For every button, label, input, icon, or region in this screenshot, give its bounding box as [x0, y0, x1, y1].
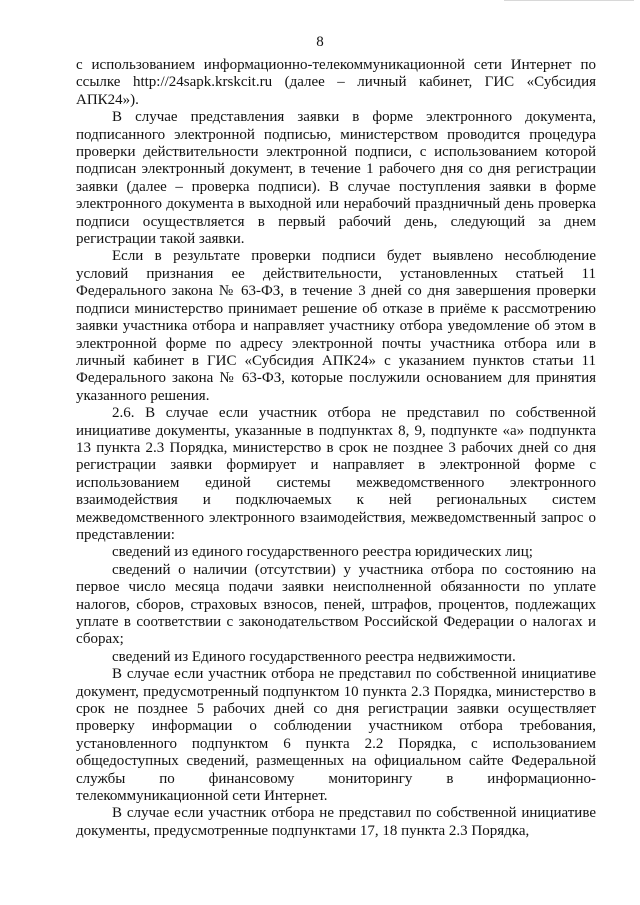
paragraph: с использованием информационно-телекоммуникационной сети Интернет по ссылке http://24sapk.krskcit.ru (далее – личный кабинет, ГИС «Субсидия АПК24»).	[76, 57, 596, 108]
paragraph: В случае представления заявки в форме электронного документа, подписанного электронной подписью, министерством проводится процедура проверки действительности электронной подписи, с использованием которой подписан электронный документ, в течение 1 рабочего дня со дня регистрации заявки (далее – проверка подписи). В случае поступления заявки в форме электронного документа в выходной или нерабочий праздничный день проверка подписи осуществляется в первый рабочий день, следующий за днем регистрации такой заявки.	[76, 109, 596, 248]
paragraph: сведений из Единого государственного реестра недвижимости.	[112, 648, 516, 665]
paragraph: сведений о наличии (отсутствии) у участника отбора по состоянию на первое число месяца подачи заявки неисполненной обязанности по уплате налогов, сборов, страховых взносов, пеней, штрафов, процентов, подлежащих уплате в соответствии с законодательством Российской Федерации о налогах и сборах;	[76, 561, 596, 648]
paragraph: Если в результате проверки подписи будет выявлено несоблюдение условий признания ее действительности, установленных статьей 11 Федерального закона № 63-ФЗ, в течение 3 дней со дня завершения проверки подписи министерство принимает решение об отказе в приёме к рассмотрению заявки участника отбора и направляет участнику отбора уведомление об этом в электронной форме по адресу электронной почты участника отбора или в личный кабинет в ГИС «Субсидия АПК24» с указанием пунктов статьи 11 Федерального закона № 63-ФЗ, которые послужили основанием для принятия указанного решения.	[76, 248, 596, 404]
paragraph: В случае если участник отбора не представил по собственной инициативе документы, предусмотренные подпунктами 17, 18 пункта 2.3 Порядка,	[76, 805, 596, 839]
scan-edge-line	[504, 0, 634, 1]
page-number: 8	[316, 34, 324, 50]
body-text	[76, 57, 596, 840]
paragraph: 2.6. В случае если участник отбора не представил по собственной инициативе документы, указанные в подпунктах 8, 9, подпункте «а» подпункта 13 пункта 2.3 Порядка, министерство в срок не позднее 3 рабочих дней со дня регистрации заявки формирует и направляет в электронной форме с использованием единой системы межведомственного электронного взаимодействия и подключаемых к ней региональных систем межведомственного электронного взаимодействия, межведомственный запрос о представлении:	[76, 405, 596, 543]
paragraph: сведений из единого государственного реестра юридических лиц;	[112, 544, 533, 561]
paragraph: В случае если участник отбора не представил по собственной инициативе документ, предусмотренный подпунктом 10 пункта 2.3 Порядка, министерство в срок не позднее 5 рабочих дней со дня регистрации заявки осуществляет проверку информации о соблюдении участником отбора требования, установленного подпунктом 6 пункта 2.2 Порядка, с использованием общедоступных сведений, размещенных на официальном сайте Федеральной службы по финансовому мониторингу в информационно-телекоммуникационной сети Интернет.	[76, 666, 596, 805]
